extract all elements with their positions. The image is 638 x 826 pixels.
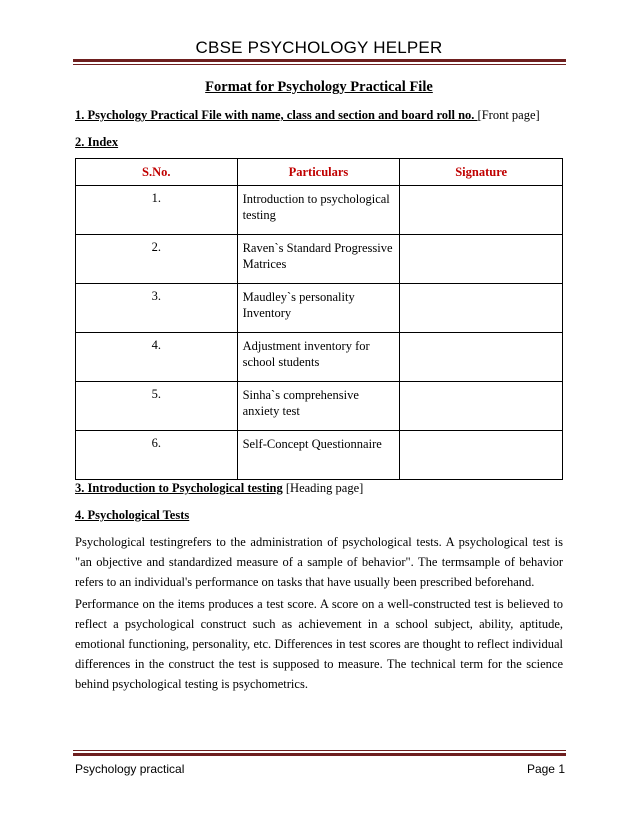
row-signature <box>400 186 563 235</box>
row-particulars-line1: Maudley`s personality <box>242 290 355 304</box>
row-signature <box>400 284 563 333</box>
row-signature <box>400 431 563 480</box>
item2-heading: 2. Index <box>75 135 119 149</box>
table-row <box>76 431 563 480</box>
row-particulars-line2: anxiety test <box>242 404 300 418</box>
item3-line <box>75 481 363 496</box>
row-particulars-line2: testing <box>242 208 276 222</box>
row-particulars-line2: Inventory <box>242 306 292 320</box>
document-title: Format for Psychology Practical File <box>205 79 433 95</box>
row-particulars <box>237 186 400 235</box>
index-table <box>75 158 563 480</box>
row-particulars-line1: Sinha`s comprehensive <box>242 388 359 402</box>
row-particulars-line1: Raven`s Standard Progressive <box>242 241 393 255</box>
footer-rule-thick <box>73 753 566 756</box>
row-signature <box>400 382 563 431</box>
item1-line <box>75 108 540 123</box>
paragraph-psychological-testing: Psychological testingrefers to the administration of psychological tests. A psychological test is "an objective and standardized measure of a sample of behavior". The termsample of behavior refers to an individual's performance on tasks that have usually been prescribed beforehand. <box>75 535 563 589</box>
item1-note: [Front page] <box>477 108 540 122</box>
item3-heading: 3. Introduction to Psychological testing <box>75 481 283 495</box>
row-particulars-line1: Introduction to psychological <box>242 192 390 206</box>
row-sno: 4. <box>76 333 238 382</box>
paragraph-test-score: Performance on the items produces a test score. A score on a well-constructed test is believed to reflect a psychological construct such as achievement in a school subject, ability, aptitude, emotional functioning, personality, etc. Differences in test scores are thought to reflect individual differences in the construct the test is supposed to measure. The technical term for the science behind psychological testing is psychometrics. <box>75 597 563 691</box>
table-row <box>76 186 563 235</box>
table-row <box>76 333 563 382</box>
row-sno: 1. <box>76 186 238 235</box>
row-sno: 3. <box>76 284 238 333</box>
header-rule-thick <box>73 59 566 62</box>
row-particulars <box>237 431 400 480</box>
header-rule-thin <box>73 64 566 65</box>
row-particulars-line2: Matrices <box>242 257 287 271</box>
table-row <box>76 284 563 333</box>
row-particulars-line2: school students <box>242 355 320 369</box>
header-particulars: Particulars <box>237 159 400 186</box>
row-signature <box>400 235 563 284</box>
footer-page-number: Page 1 <box>526 762 565 776</box>
row-particulars <box>237 382 400 431</box>
header-signature: Signature <box>400 159 563 186</box>
item4-line <box>75 508 189 523</box>
row-particulars-line1: Adjustment inventory for <box>242 339 370 353</box>
row-sno: 5. <box>76 382 238 431</box>
table-row <box>76 382 563 431</box>
footer-rule-thin <box>73 750 566 751</box>
item4-heading: 4. Psychological Tests <box>75 508 190 522</box>
row-particulars <box>237 333 400 382</box>
row-sno: 6. <box>76 431 238 480</box>
row-signature <box>400 333 563 382</box>
table-row <box>76 235 563 284</box>
item1-heading: 1. Psychology Practical File with name, class and section and board roll no. <box>75 108 478 122</box>
footer-left-text: Psychology practical <box>75 762 185 776</box>
row-particulars <box>237 284 400 333</box>
header-sno: S.No. <box>76 159 238 186</box>
item2-line <box>75 135 118 150</box>
row-sno: 2. <box>76 235 238 284</box>
index-table-header-row <box>76 159 563 186</box>
row-particulars <box>237 235 400 284</box>
page-header-title: CBSE PSYCHOLOGY HELPER <box>195 38 443 57</box>
row-particulars-line1: Self-Concept Questionnaire <box>242 437 382 451</box>
item3-note: [Heading page] <box>282 481 364 495</box>
